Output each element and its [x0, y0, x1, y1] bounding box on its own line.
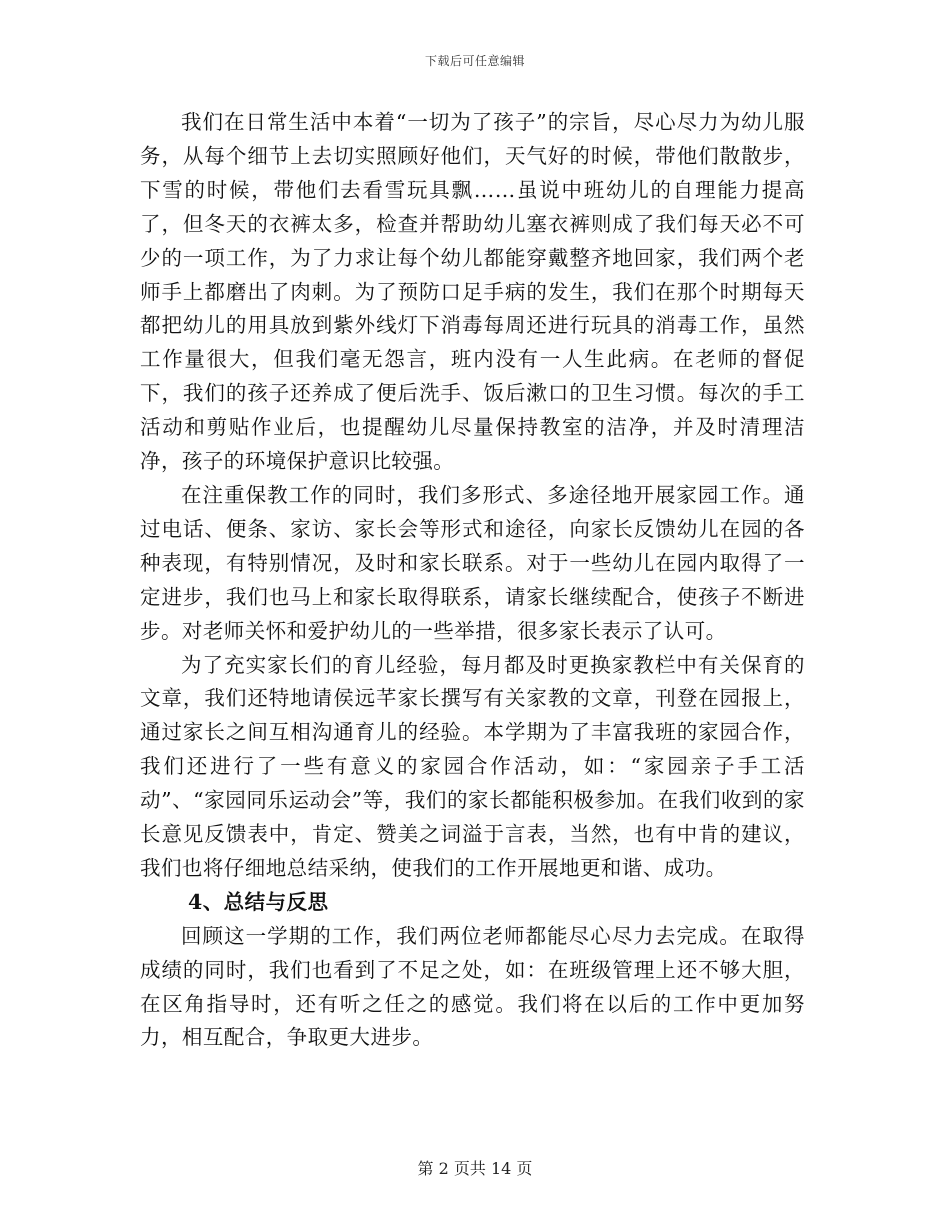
paragraph-parent-experience: 为了充实家长们的育儿经验，每月都及时更换家教栏中有关保育的文章，我们还特地请侯远芊家长撰写有关家教的文章，刊登在园报上，通过家长之间互相沟通育儿的经验。本学期为了丰富我班的家园合作，我们还进行了一些有意义的家园合作活动，如：“家园亲子手工活动”、“家园同乐运动会”等，我们的家长都能积极参加。在我们收到的家长意见反馈表中，肯定、赞美之词溢于言表，当然，也有中肯的建议，我们也将仔细地总结采纳，使我们的工作开展地更和谐、成功。: [140, 652, 805, 880]
page-header: 下载后可任意编辑: [424, 54, 525, 68]
page-footer: 第 2 页共 14 页: [417, 1159, 533, 1178]
section-heading: 4、总结与反思: [188, 889, 329, 914]
paragraph-summary: 回顾这一学期的工作，我们两位老师都能尽心尽力去完成。在取得成绩的同时，我们也看到了不足之处，如：在班级管理上还不够大胆，在区角指导时，还有听之任之的感觉。我们将在以后的工作中更加努力，相互配合，争取更大进步。: [140, 923, 805, 1050]
paragraph-home-school-work: 在注重保教工作的同时，我们多形式、多途径地开展家园工作。通过电话、便条、家访、家长会等形式和途径，向家长反馈幼儿在园的各种表现，有特别情况，及时和家长联系。对于一些幼儿在园内取得了一定进步，我们也马上和家长取得联系，请家长继续配合，使孩子不断进步。对老师关怀和爱护幼儿的一些举措，很多家长表示了认可。: [140, 482, 805, 643]
paragraph-childcare: 我们在日常生活中本着“一切为了孩子”的宗旨，尽心尽力为幼儿服务，从每个细节上去切实照顾好他们，天气好的时候，带他们散散步，下雪的时候，带他们去看雪玩具飘……虽说中班幼儿的自理能力提高了，但冬天的衣裤太多，检查并帮助幼儿塞衣裤则成了我们每天必不可少的一项工作，为了力求让每个幼儿都能穿戴整齐地回家，我们两个老师手上都磨出了肉刺。为了预防口足手病的发生，我们在那个时期每天都把幼儿的用具放到紫外线灯下消毒每周还进行玩具的消毒工作，虽然工作量很大，但我们毫无怨言，班内没有一人生此病。在老师的督促下，我们的孩子还养成了便后洗手、饭后漱口的卫生习惯。每次的手工活动和剪贴作业后，也提醒幼儿尽量保持教室的洁净，并及时清理洁净，孩子的环境保护意识比较强。: [140, 110, 805, 474]
document-body: [140, 106, 805, 1055]
